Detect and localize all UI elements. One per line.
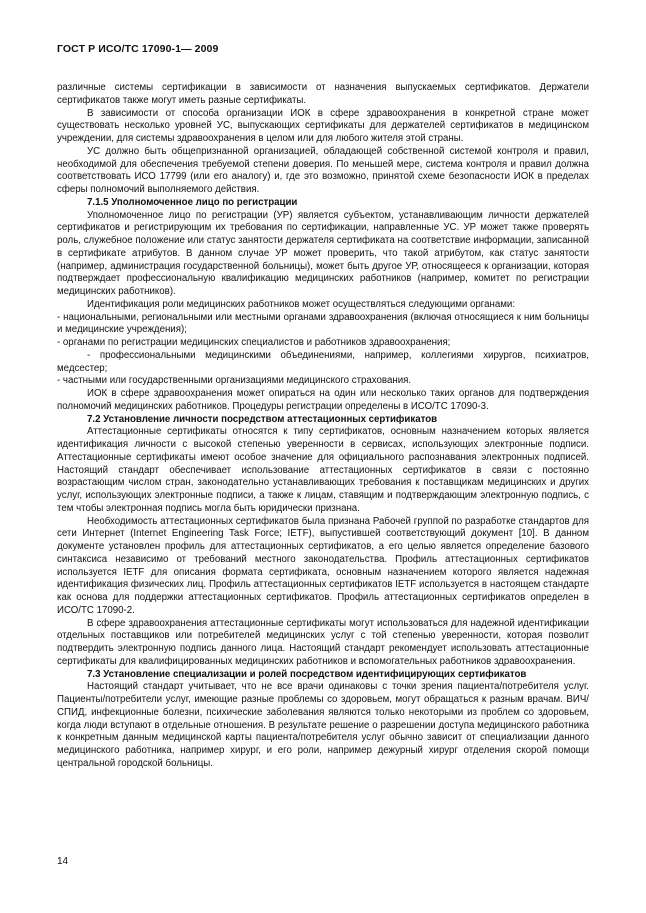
paragraph: Уполномоченное лицо по регистрации (УР) является субъектом, устанавливающим личности держателей сертификатов и регистрирующим их требования по сертификации, направленные УС. УР может также проверять роль, служебное положение или статус занятости держателя сертификата на соответствие информации, записанной в сертификате атрибутов. В данном случае УР может проверить, что такой атрибутом, как статус занятости (например, администрация государственной больницы), может быть другое УР, относящееся к организации, которая подтверждает профессиональную квалификацию медицинских работников (например, комитет по регистрации медицинских работников). — [57, 209, 589, 297]
paragraph: Идентификация роли медицинских работников может осуществляться следующими органами: — [87, 298, 516, 310]
document-header: ГОСТ Р ИСО/ТС 17090-1— 2009 — [57, 43, 219, 55]
paragraph: Настоящий стандарт учитывает, что не все врачи одинаковы с точки зрения пациента/потребителя услуг. Пациенты/потребители услуг, имеющие разные проблемы со здоровьем, могут обращаться к разным врачам. ВИЧ/СПИД, инфекционные болезни, психические заболевания являются только некоторыми из проблем со здоровьем, когда люди вступают в отдельные отношения. В результате решение о разрешении доступа медицинского работника к конкретным данным медицинской карты пациента/потребителя услуг обычно зависит от специализации данного медицинского работника, например хирург, и его роли, например дежурный хирург отделения скорой помощи центральной городской больницы. — [57, 681, 589, 769]
document-body — [57, 82, 589, 771]
section-heading-7-1-5: 7.1.5 Уполномоченное лицо по регистрации — [87, 196, 298, 208]
list-item: - профессиональными медицинскими объединениями, например, коллегиями хирургов, психиатров, медсестер; — [57, 349, 589, 374]
paragraph: В сфере здравоохранения аттестационные сертификаты могут использоваться для надежной идентификации отдельных поставщиков или потребителей медицинских услуг с той степенью уверенности, которая позволит подтвердить электронную подпись данного лица. Настоящий стандарт рекомендует использовать аттестационные сертификаты для квалифицированных медицинских работников и вспомогательных работников здравоохранения. — [57, 617, 589, 667]
section-heading-7-2: 7.2 Установление личности посредством аттестационных сертификатов — [87, 413, 438, 425]
paragraph: Необходимость аттестационных сертификатов была признана Рабочей группой по разработке стандартов для сети Интернет (Internet Engineering Task Force; IETF), выпустившей соответствующий документ [10]. В данном документе установлен профиль для аттестационных сертификатов, а его целью является определение базового синтаксиса независимо от требований местного законодательства. Профиль аттестационных сертификатов используется IETF для описания формата сертификата, основным назначением которого является надежная идентификация физических лиц. Профиль аттестационных сертификатов IETF используется в настоящем стандарте как основа для поддержки аттестационных сертификатов. Профиль аттестационных сертификатов определен в ИСО/ТС 17090-2. — [57, 515, 589, 616]
list-item: - национальными, региональными или местными органами здравоохранения (включая относящиеся к ним больницы и медицинские учреждения); — [57, 311, 589, 336]
paragraph: Аттестационные сертификаты относятся к типу сертификатов, основным назначением которых является идентификация личности с высокой степенью уверенности в сервисах, использующих электронные подписи. Аттестационные сертификаты имеют особое значение для официального распознавания электронных подписей. Настоящий стандарт обеспечивает использование аттестационных сертификатов в связи с постоянно возрастающим числом стран, законодательно устанавливающих требования к поставщикам медицинских и других услуг, использующих электронные подписи, а также к лицам, ставящим и подтверждающим электронную подпись, с тем чтобы электронная подпись могла быть юридически признана. — [57, 426, 589, 514]
section-heading-7-3: 7.3 Установление специализации и ролей посредством идентифицирующих сертификатов — [87, 668, 527, 680]
page-number: 14 — [57, 856, 69, 867]
paragraph: В зависимости от способа организации ИОК в сфере здравоохранения в конкретной стране может существовать несколько уровней УС, выпускающих сертификаты для держателей сертификатов в медицинском учреждении, для системы здравоохранения в целом или для любого жителя этой страны. — [57, 107, 589, 144]
list-item: - частными или государственными организациями медицинского страхования. — [57, 375, 412, 387]
paragraph: ИОК в сфере здравоохранения может опираться на один или несколько таких органов для подтверждения полномочий медицинских работников. Процедуры регистрации определены в ИСО/ТС 17090-3. — [57, 388, 589, 412]
paragraph-continuation: различные системы сертификации в зависимости от назначения выпускаемых сертификатов. Держатели сертификатов также могут иметь разные сертификаты. — [57, 82, 589, 106]
paragraph: УС должно быть общепризнанной организацией, обладающей собственной системой контроля и правил, необходимой для обеспечения требуемой степени доверия. По меньшей мере, система контроля и правил должна соответствовать ИСО 17799 (или его аналогу) и, где это возможно, принятой схеме безопасности ИОК в пределах сферы полномочий выполняемого действия. — [57, 145, 589, 195]
list-item: - органами по регистрации медицинских специалистов и работников здравоохранения; — [57, 337, 451, 348]
